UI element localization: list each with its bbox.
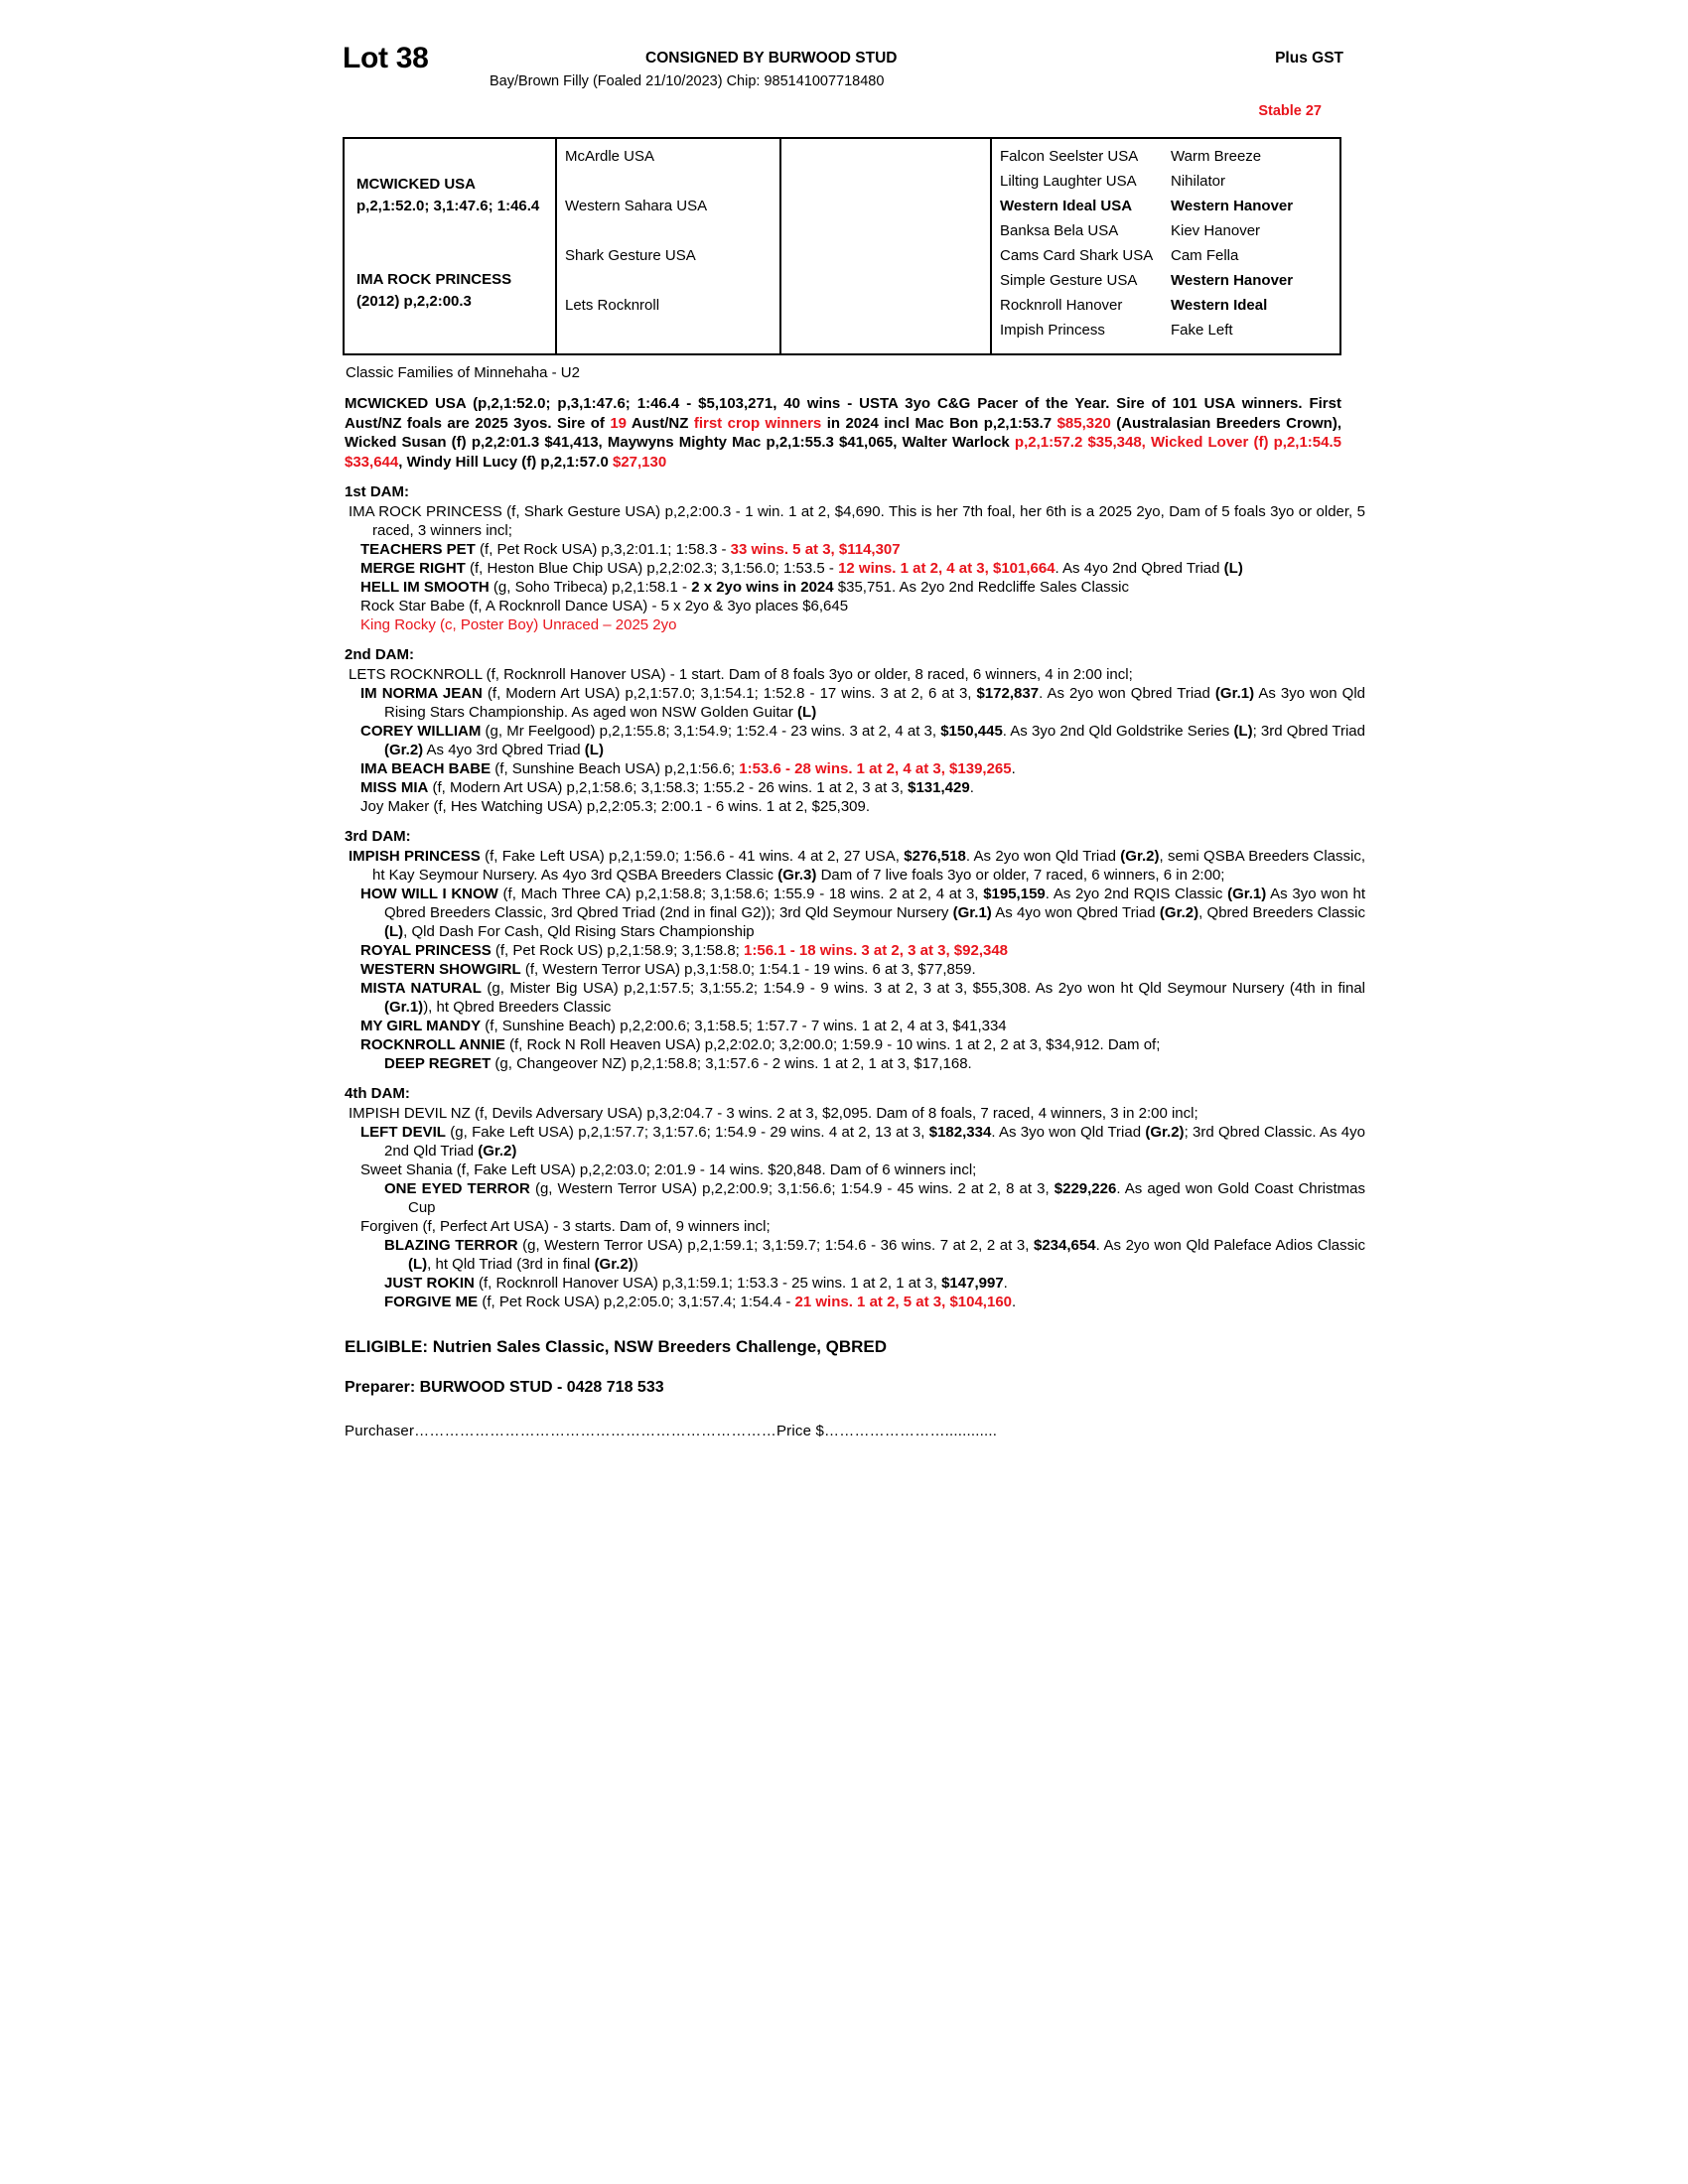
text-run: ), ht Qbred Breeders Classic: [423, 999, 612, 1016]
text-run: $147,997: [941, 1275, 1004, 1292]
text-run: . As 2yo won Qld Paleface Adios Classic: [1095, 1237, 1365, 1254]
text-run: King Rocky (c, Poster Boy) Unraced – 2025 2yo: [360, 616, 677, 633]
text-run: HELL IM SMOOTH: [360, 579, 490, 596]
page-header: [343, 42, 1345, 133]
pedigree-entry: [360, 1035, 1365, 1054]
text-run: 12 wins. 1 at 2, 4 at 3, $101,664: [838, 560, 1055, 577]
text-run: 33 wins. 5 at 3, $114,307: [730, 541, 901, 558]
text-run: ; 3rd Qbred Classic. As 4yo 2nd Qld Triad: [384, 1124, 1365, 1160]
pedigree-dam-sire: Shark Gesture USA: [565, 247, 696, 264]
text-run: . As 3yo won Qld Triad: [991, 1124, 1146, 1141]
text-run: $172,837: [976, 685, 1040, 702]
pedigree-entry: [360, 1123, 1365, 1160]
dam-section-heading: 4th DAM:: [345, 1085, 410, 1102]
dam-section-heading: 3rd DAM:: [345, 828, 411, 845]
text-run: IMPISH DEVIL NZ (f, Devils Adversary USA) p,3,2:04.7 - 3 wins. 2 at 3, $2,095. Dam of 8 foals, 7 raced, 4 winners, 3 in 2:00 incl;: [349, 1105, 1198, 1122]
text-run: $229,226: [1054, 1180, 1117, 1197]
text-run: (Australasian Breeders Crown), Wicked Susan (f) p,2,2:01.3 $41,413, Maywyns Mighty Mac p,2,1:55.3 $41,065, Walter Warlock: [345, 414, 1342, 451]
pedigree-entry: [384, 1236, 1365, 1274]
text-run: Aust/NZ: [627, 414, 694, 432]
text-run: (f, Pet Rock USA) p,3,2:01.1; 1:58.3 -: [475, 541, 731, 558]
text-run: (g, Changeover NZ) p,2,1:58.8; 3,1:57.6 - 2 wins. 1 at 2, 1 at 3, $17,168.: [491, 1055, 972, 1072]
catalogue-sheet: [343, 42, 1366, 1439]
text-run: .: [1012, 1294, 1017, 1310]
horse-description: Bay/Brown Filly (Foaled 21/10/2023) Chip: 985141007718480: [490, 73, 885, 89]
text-run: (Gr.2): [1120, 848, 1160, 865]
text-run: (g, Western Terror USA) p,2,1:59.1; 3,1:59.7; 1:54.6 - 36 wins. 7 at 2, 2 at 3,: [517, 1237, 1034, 1254]
plus-gst-label: Plus GST: [1275, 50, 1343, 67]
text-run: ): [633, 1256, 638, 1273]
text-run: (Gr.1): [384, 999, 424, 1016]
stable-badge: Stable 27: [1258, 103, 1322, 119]
pedigree-entry: [360, 885, 1365, 941]
pedigree-divider-3: [990, 139, 992, 353]
text-run: $234,654: [1033, 1237, 1096, 1254]
consignor-label: CONSIGNED BY BURWOOD STUD: [645, 50, 898, 67]
text-run: . As 2yo won Qbred Triad: [1039, 685, 1215, 702]
pedigree-divider-2: [779, 139, 781, 353]
text-run: BLAZING TERROR: [384, 1237, 518, 1254]
text-run: (g, Western Terror USA) p,2,2:00.9; 3,1:56.6; 1:54.9 - 45 wins. 2 at 2, 8 at 3,: [529, 1180, 1055, 1197]
text-run: $35,751. As 2yo 2nd Redcliffe Sales Classic: [833, 579, 1130, 596]
pedigree-g4-3: Western Hanover: [1171, 198, 1294, 214]
text-run: LETS ROCKNROLL (f, Rocknroll Hanover USA) - 1 start. Dam of 8 foals 3yo or older, 8 raced, 6 winners, 4 in 2:00 incl;: [349, 666, 1133, 683]
text-run: (f, Modern Art USA) p,2,1:58.6; 3,1:58.3; 1:55.2 - 26 wins. 1 at 2, 3 at 3,: [428, 779, 909, 796]
pedigree-entry: [384, 1293, 1365, 1311]
text-run: As 3yo won ht Qbred Breeders Classic, 3rd Qbred Triad (2nd in final G2)); 3rd Qld Seymour Nursery: [384, 886, 1366, 921]
pedigree-entry: [360, 941, 1365, 960]
text-run: , Windy Hill Lucy (f) p,2,1:57.0: [398, 453, 613, 471]
text-run: $276,518: [904, 848, 966, 865]
text-run: Rock Star Babe (f, A Rocknroll Dance USA) - 5 x 2yo & 3yo places $6,645: [360, 598, 849, 614]
text-run: ROYAL PRINCESS: [360, 942, 492, 959]
text-run: FORGIVE ME: [384, 1294, 479, 1310]
pedigree-sire-name: MCWICKED USA: [356, 176, 476, 193]
text-run: (f, Western Terror USA) p,3,1:58.0; 1:54.1 - 19 wins. 6 at 3, $77,859.: [520, 961, 976, 978]
pedigree-entry: [360, 797, 1365, 816]
pedigree-dam-record: (2012) p,2,2:00.3: [356, 293, 472, 310]
text-run: (Gr.1): [1227, 886, 1267, 902]
pedigree-table: [343, 137, 1341, 355]
text-run: first crop winners: [693, 414, 822, 432]
text-run: Forgiven (f, Perfect Art USA) - 3 starts. Dam of, 9 winners incl;: [360, 1218, 771, 1235]
text-run: MISS MIA: [360, 779, 429, 796]
pedigree-entry: [360, 684, 1365, 722]
pedigree-entry: [360, 615, 1365, 634]
text-run: (f, Modern Art USA) p,2,1:57.0; 3,1:54.1; 1:52.8 - 17 wins. 3 at 2, 6 at 3,: [482, 685, 977, 702]
pedigree-divider-1: [555, 139, 557, 353]
text-run: (g, Soho Tribeca) p,2,1:58.1 -: [489, 579, 692, 596]
text-run: (Gr.2): [478, 1143, 517, 1160]
text-run: (L): [1223, 560, 1243, 577]
text-run: ROCKNROLL ANNIE: [360, 1036, 505, 1053]
text-run: MY GIRL MANDY: [360, 1018, 482, 1034]
text-run: . As 3yo 2nd Qld Goldstrike Series: [1002, 723, 1234, 740]
text-run: $150,445: [940, 723, 1003, 740]
text-run: (f, Rocknroll Hanover USA) p,3,1:59.1; 1:53.3 - 25 wins. 1 at 2, 1 at 3,: [474, 1275, 942, 1292]
pedigree-entry: [360, 722, 1365, 759]
text-run: $85,320: [1056, 414, 1111, 432]
pedigree-entry: [360, 559, 1365, 578]
pedigree-entry: [360, 597, 1365, 615]
pedigree-entry: [360, 1017, 1365, 1035]
text-run: TEACHERS PET: [360, 541, 476, 558]
text-run: Dam of 7 live foals 3yo or older, 7 raced, 6 winners, 6 in 2:00;: [816, 867, 1225, 884]
pedigree-g4-6: Western Hanover: [1171, 272, 1294, 289]
text-run: Joy Maker (f, Hes Watching USA) p,2,2:05.3; 2:00.1 - 6 wins. 1 at 2, $25,309.: [360, 798, 871, 815]
text-run: (Gr.1): [952, 904, 992, 921]
text-run: MCWICKED USA (p,2,1:52.0; p,3,1:47.6; 1:46.4 - $5,103,271, 40 wins - USTA 3yo C&G Pacer of the Year. Sire of 101 USA winners. First Aust/NZ foals are 2025 3yos. Sire of: [345, 395, 1341, 432]
text-run: . As 4yo 2nd Qbred Triad: [1055, 560, 1224, 577]
pedigree-g3-7: Rocknroll Hanover: [1000, 297, 1123, 314]
pedigree-entry: [360, 979, 1365, 1017]
sire-summary-paragraph: [345, 394, 1341, 472]
pedigree-entry: [360, 960, 1365, 979]
text-run: COREY WILLIAM: [360, 723, 482, 740]
text-run: $182,334: [928, 1124, 992, 1141]
text-run: (f, Pet Rock US) p,2,1:58.9; 3,1:58.8;: [491, 942, 745, 959]
pedigree-g3-2: Lilting Laughter USA: [1000, 173, 1137, 190]
pedigree-entry: [360, 1217, 1365, 1236]
text-run: , semi QSBA Breeders Classic, ht Kay Seymour Nursery. As 4yo 3rd QSBA Breeders Classic: [372, 848, 1365, 884]
text-run: As 4yo won Qbred Triad: [991, 904, 1160, 921]
text-run: (f, Fake Left USA) p,2,1:59.0; 1:56.6 - 41 wins. 4 at 2, 27 USA,: [480, 848, 905, 865]
text-run: MISTA NATURAL: [360, 980, 482, 997]
text-run: in 2024 incl Mac Bon p,2,1:53.7: [821, 414, 1057, 432]
text-run: WESTERN SHOWGIRL: [360, 961, 521, 978]
text-run: (f, Heston Blue Chip USA) p,2,2:02.3; 3,1:56.0; 1:53.5 -: [465, 560, 839, 577]
text-run: As 4yo 3rd Qbred Triad: [423, 742, 585, 758]
text-run: (g, Mister Big USA) p,2,1:57.5; 3,1:55.2; 1:54.9 - 9 wins. 3 at 2, 3 at 3, $55,308. As 2yo won ht Qld Seymour Nursery (4th in final: [481, 980, 1365, 997]
text-run: (f, Mach Three CA) p,2,1:58.8; 3,1:58.6; 1:55.9 - 18 wins. 2 at 2, 4 at 3,: [497, 886, 984, 902]
pedigree-g4-1: Warm Breeze: [1171, 148, 1262, 165]
pedigree-entry: [360, 1160, 1365, 1179]
text-run: (L): [584, 742, 604, 758]
pedigree-entry: [360, 759, 1365, 778]
pedigree-entry: [360, 778, 1365, 797]
text-run: (Gr.2): [1145, 1124, 1185, 1141]
pedigree-g3-8: Impish Princess: [1000, 322, 1105, 339]
pedigree-entry: [384, 1054, 1365, 1073]
pedigree-entry: [349, 665, 1365, 684]
classic-families-line: Classic Families of Minnehaha - U2: [346, 364, 580, 381]
dam-section-heading: 1st DAM:: [345, 483, 410, 500]
text-run: 1:56.1 - 18 wins. 3 at 2, 3 at 3, $92,348: [744, 942, 1009, 959]
purchaser-line: Purchaser………………………………………………………………Price $……………………............: [345, 1423, 998, 1439]
text-run: (f, Sunshine Beach USA) p,2,1:56.6;: [491, 760, 740, 777]
pedigree-entry: [360, 540, 1365, 559]
pedigree-sire-sire: McArdle USA: [565, 148, 655, 165]
pedigree-sire-dam: Western Sahara USA: [565, 198, 708, 214]
text-run: (f, Shark Gesture USA) p,2,2:00.3 - 1 win. 1 at 2, $4,690. This is her 7th foal, her 6th is a 2025 2yo, Dam of 5 foals 3yo or older, 5 raced, 3 winners incl;: [372, 503, 1365, 539]
text-run: . As 2yo won Qld Triad: [965, 848, 1121, 865]
text-run: (f, Sunshine Beach) p,2,2:00.6; 3,1:58.5; 1:57.7 - 7 wins. 1 at 2, 4 at 3, $41,334: [481, 1018, 1007, 1034]
text-run: IMA BEACH BABE: [360, 760, 492, 777]
text-run: ONE EYED TERROR: [384, 1180, 530, 1197]
dam-section-heading: 2nd DAM:: [345, 646, 414, 663]
pedigree-g4-4: Kiev Hanover: [1171, 222, 1261, 239]
text-run: Sweet Shania (f, Fake Left USA) p,2,2:03.0; 2:01.9 - 14 wins. $20,848. Dam of 6 winners incl;: [360, 1161, 977, 1178]
text-run: LEFT DEVIL: [360, 1124, 446, 1141]
pedigree-g3-5: Cams Card Shark USA: [1000, 247, 1154, 264]
text-run: (L): [384, 923, 404, 940]
text-run: DEEP REGRET: [384, 1055, 492, 1072]
text-run: . As aged won Gold Coast Christmas Cup: [408, 1180, 1365, 1216]
text-run: As 3yo won Qld Rising Stars Championship. As aged won NSW Golden Guitar: [384, 685, 1365, 721]
text-run: (f, Pet Rock USA) p,2,2:05.0; 3,1:57.4; 1:54.4 -: [478, 1294, 795, 1310]
text-run: 21 wins. 1 at 2, 5 at 3, $104,160: [794, 1294, 1013, 1310]
text-run: (L): [797, 704, 817, 721]
pedigree-entry: [349, 502, 1365, 540]
pedigree-sire-record: p,2,1:52.0; 3,1:47.6; 1:46.4: [356, 198, 540, 214]
pedigree-entry: [349, 847, 1365, 885]
text-run: (Gr.1): [1214, 685, 1255, 702]
pedigree-g4-5: Cam Fella: [1171, 247, 1239, 264]
pedigree-dam-dam: Lets Rocknroll: [565, 297, 660, 314]
text-run: (g, Mr Feelgood) p,2,1:55.8; 3,1:54.9; 1:52.4 - 23 wins. 3 at 2, 4 at 3,: [481, 723, 941, 740]
pedigree-g4-8: Fake Left: [1171, 322, 1233, 339]
pedigree-g3-4: Banksa Bela USA: [1000, 222, 1119, 239]
text-run: ; 3rd Qbred Triad: [1252, 723, 1365, 740]
pedigree-entry: [360, 578, 1365, 597]
pedigree-entry: [384, 1274, 1365, 1293]
pedigree-g4-2: Nihilator: [1171, 173, 1226, 190]
text-run: 19: [610, 414, 628, 432]
text-run: 2 x 2yo wins in 2024: [691, 579, 834, 596]
text-run: (L): [1233, 723, 1253, 740]
preparer-line: Preparer: BURWOOD STUD - 0428 718 533: [345, 1379, 664, 1396]
eligible-line: ELIGIBLE: Nutrien Sales Classic, NSW Breeders Challenge, QBRED: [345, 1337, 888, 1356]
text-run: (Gr.2): [384, 742, 424, 758]
text-run: (f, Rock N Roll Heaven USA) p,2,2:02.0; 3,2:00.0; 1:59.9 - 10 wins. 1 at 2, 2 at 3, $34,912. Dam of;: [504, 1036, 1161, 1053]
text-run: (Gr.2): [1159, 904, 1199, 921]
text-run: HOW WILL I KNOW: [360, 886, 498, 902]
text-run: IMA ROCK PRINCESS: [349, 503, 502, 520]
text-run: p,2,1:57.2 $35,348, Wicked Lover (f) p,2,1:54.5 $33,644: [345, 434, 1341, 471]
text-run: IMPISH PRINCESS: [349, 848, 481, 865]
pedigree-g3-3: Western Ideal USA: [1000, 198, 1133, 214]
pedigree-g4-7: Western Ideal: [1171, 297, 1268, 314]
text-run: JUST ROKIN: [384, 1275, 475, 1292]
text-run: IM NORMA JEAN: [360, 685, 483, 702]
text-run: , Qld Dash For Cash, Qld Rising Stars Championship: [403, 923, 755, 940]
pedigree-g3-1: Falcon Seelster USA: [1000, 148, 1139, 165]
text-run: , ht Qld Triad (3rd in final: [427, 1256, 595, 1273]
text-run: .: [969, 779, 974, 796]
pedigree-sections: [343, 483, 1366, 1311]
text-run: .: [1011, 760, 1016, 777]
text-run: 1:53.6 - 28 wins. 1 at 2, 4 at 3, $139,265: [739, 760, 1012, 777]
pedigree-entry: [349, 1104, 1365, 1123]
text-run: .: [1003, 1275, 1008, 1292]
pedigree-entry: [384, 1179, 1365, 1217]
text-run: $27,130: [612, 453, 667, 471]
text-run: MERGE RIGHT: [360, 560, 466, 577]
text-run: , Qbred Breeders Classic: [1198, 904, 1365, 921]
text-run: (Gr.3): [777, 867, 817, 884]
pedigree-dam-name: IMA ROCK PRINCESS: [356, 271, 512, 288]
text-run: . As 2yo 2nd RQIS Classic: [1045, 886, 1228, 902]
text-run: $195,159: [983, 886, 1046, 902]
text-run: (g, Fake Left USA) p,2,1:57.7; 3,1:57.6; 1:54.9 - 29 wins. 4 at 2, 13 at 3,: [445, 1124, 929, 1141]
text-run: (Gr.2): [594, 1256, 633, 1273]
pedigree-g3-6: Simple Gesture USA: [1000, 272, 1138, 289]
text-run: $131,429: [908, 779, 970, 796]
text-run: (L): [408, 1256, 428, 1273]
lot-number: Lot 38: [343, 42, 429, 74]
